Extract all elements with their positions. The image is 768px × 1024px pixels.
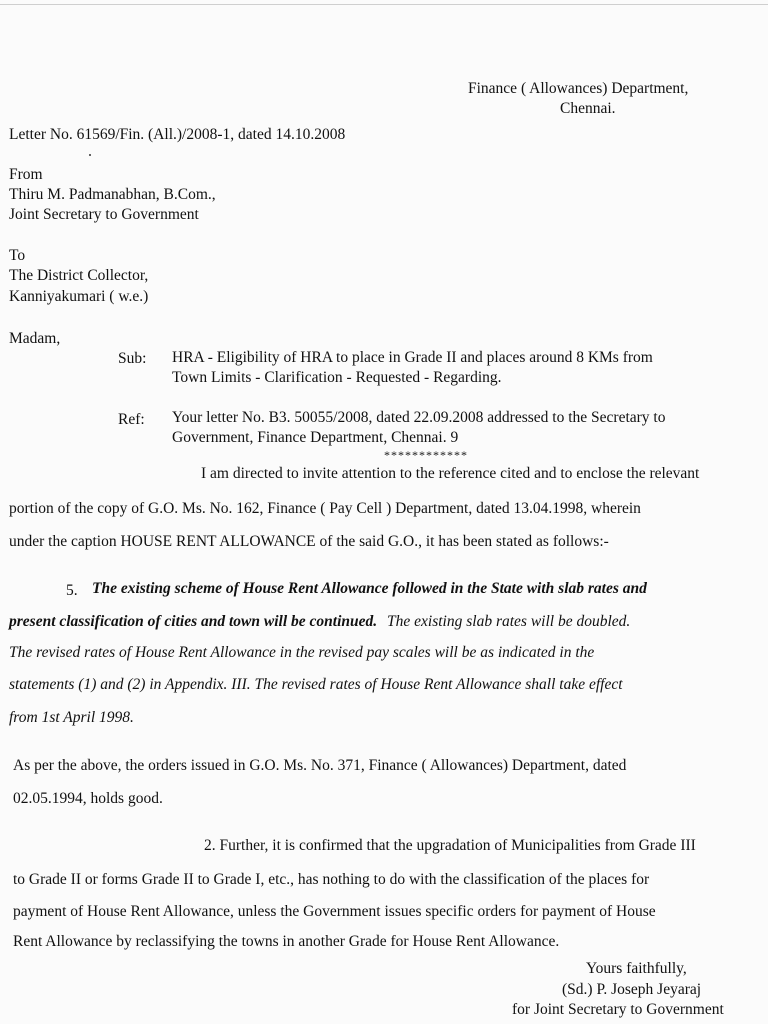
stray-mark <box>89 154 91 156</box>
quote-line-2 <box>9 612 630 632</box>
letter-number: Letter No. 61569/Fin. (All.)/2008-1, dated 14.10.2008 <box>9 126 346 143</box>
as-per-line-1: As per the above, the orders issued in G.O. Ms. No. 371, Finance ( Allowances) Department, dated <box>13 757 627 774</box>
salutation: Madam, <box>9 330 61 347</box>
reference-label: Ref: <box>118 411 145 428</box>
reference-line-1: Your letter No. B3. 50055/2008, dated 22.09.2008 addressed to the Secretary to <box>172 409 666 426</box>
para-2-line-2: to Grade II or forms Grade II to Grade I, etc., has nothing to do with the classification of the places for <box>13 871 650 888</box>
quote-line-5: from 1st April 1998. <box>9 709 134 726</box>
as-per-line-2: 02.05.1994, holds good. <box>13 790 163 807</box>
header-department: Finance ( Allowances) Department, <box>468 80 689 97</box>
header-city: Chennai. <box>560 100 616 117</box>
closing: Yours faithfully, <box>586 960 687 977</box>
to-line-1: The District Collector, <box>9 267 149 284</box>
subject-label: Sub: <box>118 350 147 367</box>
reference-line-2: Government, Finance Department, Chennai. 9 <box>172 429 459 446</box>
from-label: From <box>9 166 43 183</box>
to-line-2: Kanniyakumari ( w.e.) <box>9 288 149 305</box>
page-top-edge <box>0 4 768 5</box>
intro-line-1: I am directed to invite attention to the reference cited and to enclose the relevant <box>201 465 700 482</box>
separator-stars: ************ <box>384 448 468 462</box>
quote-rest-line-2: The existing slab rates will be doubled. <box>387 613 631 630</box>
intro-line-2: portion of the copy of G.O. Ms. No. 162, Finance ( Pay Cell ) Department, dated 13.04.1998, wherein <box>9 500 641 517</box>
para-2-line-3: payment of House Rent Allowance, unless the Government issues specific orders for payment of House <box>13 903 656 920</box>
subject-line-1: HRA - Eligibility of HRA to place in Grade II and places around 8 KMs from <box>172 349 653 366</box>
para-2-line-4: Rent Allowance by reclassifying the towns in another Grade for House Rent Allowance. <box>13 933 560 950</box>
from-name: Thiru M. Padmanabhan, B.Com., <box>9 186 216 203</box>
from-designation: Joint Secretary to Government <box>9 206 199 223</box>
quote-line-3: The revised rates of House Rent Allowance in the revised pay scales will be as indicated in the <box>9 644 595 661</box>
quote-bold-line-1: The existing scheme of House Rent Allowance followed in the State with slab rates and <box>92 580 647 597</box>
quote-number: 5. <box>66 582 78 599</box>
to-label: To <box>9 247 26 264</box>
subject-line-2: Town Limits - Clarification - Requested - Regarding. <box>172 369 502 386</box>
signatory-name: (Sd.) P. Joseph Jeyaraj <box>562 981 702 998</box>
para-2-line-1: 2. Further, it is confirmed that the upgradation of Municipalities from Grade III <box>204 837 696 854</box>
signatory-designation: for Joint Secretary to Government <box>512 1001 724 1018</box>
quote-line-4: statements (1) and (2) in Appendix. III. The revised rates of House Rent Allowance shall take effect <box>9 676 623 693</box>
quote-bold-line-2: present classification of cities and town will be continued. <box>9 613 378 630</box>
intro-line-3: under the caption HOUSE RENT ALLOWANCE of the said G.O., it has been stated as follows:- <box>9 533 609 550</box>
